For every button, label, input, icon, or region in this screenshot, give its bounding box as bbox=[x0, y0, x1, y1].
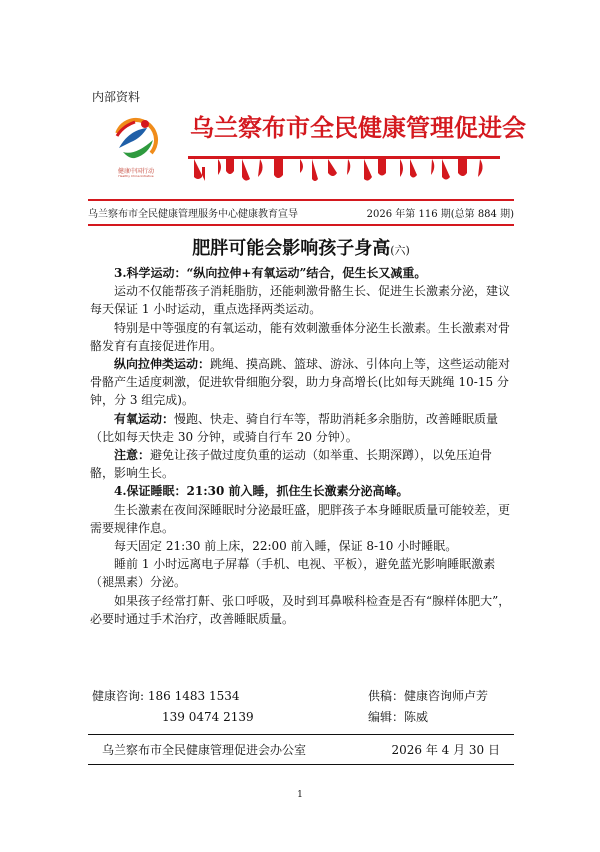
credits-block bbox=[368, 686, 488, 728]
paragraph-text: 特别是中等强度的有氧运动，能有效刺激垂体分泌生长激素。生长激素对骨骼发育有直接促进作用。 bbox=[90, 320, 511, 353]
contact-label: 健康咨询: bbox=[92, 689, 145, 703]
paragraph bbox=[90, 319, 514, 355]
mongolian-script-banner bbox=[188, 150, 500, 184]
footer-office: 乌兰察布市全民健康管理促进会办公室 bbox=[102, 743, 307, 757]
paragraph bbox=[90, 282, 514, 318]
section-heading bbox=[90, 482, 514, 500]
article-title-part: (六) bbox=[390, 244, 410, 257]
paragraph bbox=[90, 446, 514, 482]
header-bottom-rule bbox=[88, 224, 514, 226]
contact-block bbox=[92, 686, 254, 728]
page-number: 1 bbox=[297, 790, 303, 800]
editor-label: 编辑： bbox=[368, 710, 405, 724]
healthy-china-logo bbox=[101, 112, 171, 190]
paragraph bbox=[90, 592, 514, 628]
internal-label: 内部资料 bbox=[92, 90, 141, 104]
paragraph-text: 跳绳、摸高跳、篮球、游泳、引体向上等，这些运动能对骨骼产生适度刺激，促进软骨细胞分裂，助力身高增长(比如每天跳绳 10-15 分钟，分 3 组完成)。 bbox=[90, 357, 511, 408]
section-heading bbox=[90, 264, 514, 282]
paragraph-text: 生长激素在夜间深睡眠时分泌最旺盛，肥胖孩子本身睡眠质量可能较差，更需要规律作息。 bbox=[90, 502, 511, 535]
logo-subcaption: Healthy China Initiative bbox=[118, 174, 154, 178]
contact-phone-1: 186 1483 1534 bbox=[147, 689, 240, 703]
paragraph bbox=[90, 355, 514, 410]
author-name: 健康咨询师卢芳 bbox=[404, 689, 489, 703]
paragraph-text: 运动不仅能帮孩子消耗脂肪，还能刺激骨骼生长、促进生长激素分泌，建议每天保证 1 小时运动，重点选择两类运动。 bbox=[90, 284, 511, 317]
paragraph-lead: 注意： bbox=[114, 448, 151, 463]
article-title bbox=[88, 234, 514, 260]
paragraph-text: 如果孩子经常打鼾、张口呼吸，及时到耳鼻喉科检查是否有“腺样体肥大”，必要时通过手术治疗，改善睡眠质量。 bbox=[90, 593, 511, 626]
publisher-name: 乌兰察布市全民健康管理服务中心健康教育宣导 bbox=[88, 209, 298, 220]
paragraph bbox=[90, 555, 514, 591]
article-title-text: 肥胖可能会影响孩子身高 bbox=[192, 238, 391, 259]
footer-date: 2026 年 4 月 30 日 bbox=[391, 743, 500, 757]
paragraph-text: 慢跑、快走、骑自行车等，帮助消耗多余脂肪，改善睡眠质量（比如每天快走 30 分钟，或骑自行车 20 分钟）。 bbox=[90, 411, 499, 444]
footer-bottom-rule bbox=[88, 764, 514, 765]
paragraph-lead: 纵向拉伸类运动： bbox=[114, 357, 211, 372]
paragraph-text: 每天固定 21:30 前上床，22:00 前入睡，保证 8-10 小时睡眠。 bbox=[114, 539, 458, 554]
issue-number: 2026 年第 116 期(总第 884 期) bbox=[366, 209, 514, 220]
author-label: 供稿： bbox=[368, 689, 405, 703]
paragraph bbox=[90, 537, 514, 555]
logo-caption: 健康中国行动 bbox=[117, 168, 154, 175]
footer-top-rule bbox=[88, 734, 514, 735]
paragraph-lead: 4.保证睡眠：21:30 前入睡，抓住生长激素分泌高峰。 bbox=[114, 484, 409, 499]
header-top-rule bbox=[88, 199, 514, 201]
editor-name: 陈威 bbox=[404, 710, 429, 724]
paragraph-text: 避免让孩子做过度负重的运动（如举重、长期深蹲），以免压迫骨骼，影响生长。 bbox=[90, 448, 493, 481]
contact-phone-2: 139 0474 2139 bbox=[162, 710, 254, 724]
paragraph-lead: 有氧运动： bbox=[114, 411, 175, 426]
paragraph bbox=[90, 501, 514, 537]
paragraph bbox=[90, 410, 514, 446]
article-body bbox=[90, 264, 514, 628]
paragraph-text: 睡前 1 小时远离电子屏幕（手机、电视、平板），避免蓝光影响睡眠激素（褪黑素）分泌。 bbox=[90, 557, 496, 590]
org-title: 乌兰察布市全民健康管理促进会 bbox=[190, 113, 526, 142]
issue-header bbox=[88, 205, 514, 220]
paragraph-lead: 3.科学运动：“纵向拉伸+有氧运动”结合，促生长又减重。 bbox=[114, 266, 427, 280]
